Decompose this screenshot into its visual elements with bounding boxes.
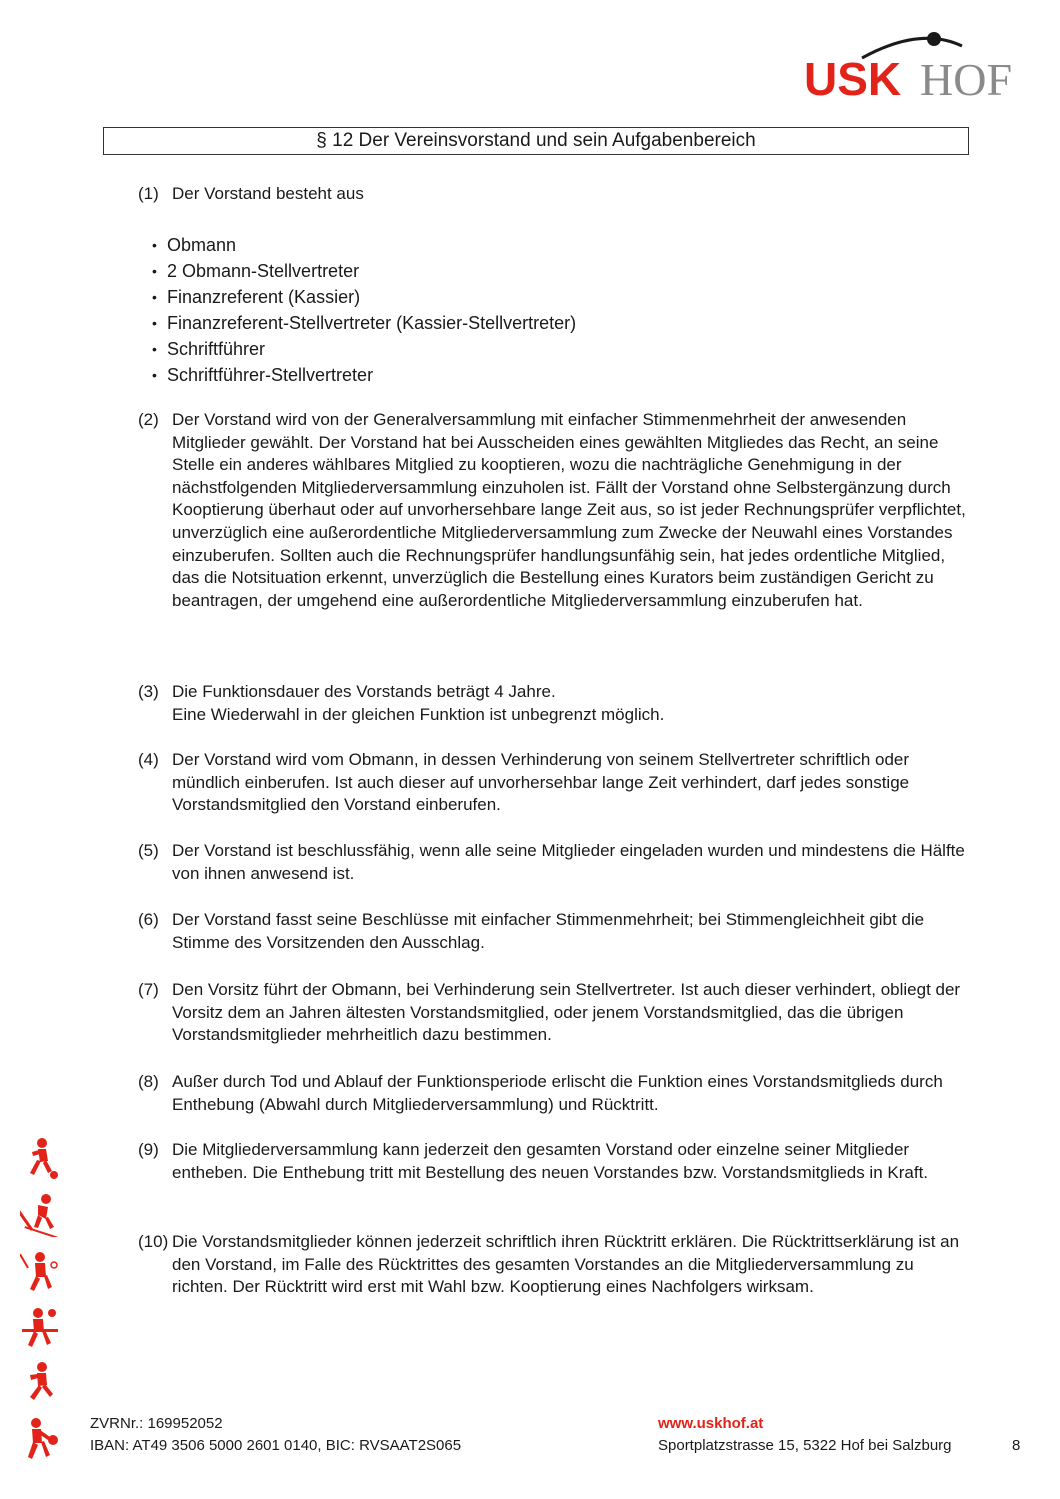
paragraph-text: Der Vorstand wird vom Obmann, in dessen Verhinderung von seinem Stellvertreter schriftlich oder mündlich einberufen. Ist auch dieser auf unvorhersehbar lange Zeit verhindert, darf jedes sonstige Vorstandsmitglied den Vorstand einberufen. [172, 750, 910, 815]
paragraph-number: (8) [138, 1072, 159, 1091]
list-item: • Schriftführer [152, 336, 576, 362]
address: Sportplatzstrasse 15, 5322 Hof bei Salzburg [658, 1437, 952, 1454]
paragraph-2 [138, 409, 968, 612]
paragraph-8 [138, 1071, 968, 1116]
paragraph-text: Der Vorstand ist beschlussfähig, wenn alle seine Mitglieder eingeladen wurden und mindestens die Hälfte von ihnen anwesend ist. [172, 841, 965, 883]
paragraph-text: Der Vorstand besteht aus [172, 184, 364, 203]
page-number: 8 [1012, 1437, 1021, 1454]
paragraph-number: (5) [138, 841, 159, 860]
paragraph-number: (2) [138, 410, 159, 429]
usk-hof-logo [800, 28, 1040, 103]
paragraph-number: (6) [138, 910, 159, 929]
list-item: • Schriftführer-Stellvertreter [152, 362, 576, 388]
paragraph-text-line-2: Eine Wiederwahl in der gleichen Funktion ist unbegrenzt möglich. [172, 704, 665, 724]
paragraph-number: (1) [138, 184, 159, 203]
paragraph-9 [138, 1139, 968, 1184]
runner-icon [20, 1361, 60, 1405]
paragraph-1 [138, 183, 968, 206]
paragraph-text: Der Vorstand fasst seine Beschlüsse mit einfacher Stimmenmehrheit; bei Stimmengleichheit gibt die Stimme des Vorsitzenden den Ausschlag. [172, 910, 925, 952]
sports-icons-column [20, 1137, 65, 1473]
bullet-icon: • [152, 289, 157, 305]
paragraph-text: Die Mitgliederversammlung kann jederzeit den gesamten Vorstand oder einzelne seiner Mitglieder entheben. Die Enthebung tritt mit Bestellung des neuen Vorstandes bzw. Vorstandsmitglieds in Kraft. [172, 1140, 929, 1182]
zvr-number: ZVRNr.: 169952052 [90, 1415, 223, 1432]
paragraph-text: Außer durch Tod und Ablauf der Funktionsperiode erlischt die Funktion eines Vorstandsmitglieds durch Enthebung (Abwahl durch Mitgliederversammlung) und Rücktritt. [172, 1072, 943, 1114]
paragraph-text: Den Vorsitz führt der Obmann, bei Verhinderung sein Stellvertreter. Ist auch dieser verhindert, obliegt der Vorsitz dem an Jahren ältesten Vorstandsmitglied, oder jenem Vorstandsmitglied, das die übrigen Vorstandsmitglieder mehrheitlich dazu bestimmen. [172, 980, 961, 1045]
bullet-icon: • [152, 341, 157, 357]
volleyball-player-icon [20, 1417, 60, 1461]
bullet-icon: • [152, 315, 157, 331]
table-tennis-player-icon [20, 1305, 60, 1349]
section-heading: § 12 Der Vereinsvorstand und sein Aufgabenbereich [103, 127, 969, 155]
paragraph-6 [138, 909, 968, 954]
paragraph-3 [138, 681, 968, 726]
logo-text-hof: HOF [920, 54, 1013, 103]
paragraph-text: Die Funktionsdauer des Vorstands beträgt 4 Jahre. [172, 682, 556, 701]
bullet-icon: • [152, 367, 157, 383]
paragraph-7 [138, 979, 968, 1047]
footer-left [90, 1413, 461, 1457]
paragraph-text: Der Vorstand wird von der Generalversammlung mit einfacher Stimmenmehrheit der anwesenden Mitglieder gewählt. Der Vorstand hat bei Ausscheiden eines gewählten Mitgliedes das Recht, an seine Stelle ein anderes wählbares Mitglied zu kooptieren, wozu die nachträgliche Genehmigung in der nächstfolgenden Mitgliederversammlung einzuholen ist. Fällt der Vorstand ohne Selbstergänzung durch Kooptierung überhaut oder auf unvorhersehbare lange Zeit aus, so ist jeder Rechnungsprüfer verpflichtet, unverzüglich eine außerordentliche Mitgliederversammlung zum Zwecke der Neuwahl eines Vorstandes einzuberufen. Sollten auch die Rechnungsprüfer handlungsunfähig sein, hat jedes ordentliche Mitglied, das die Notsituation erkennt, unverzüglich die Bestellung eines Kurators beim zuständigen Gericht zu beantragen, der umgehend eine außerordentliche Mitgliederversammlung einzuberufen hat. [172, 410, 966, 610]
bank-details: IBAN: AT49 3506 5000 2601 0140, BIC: RVSAAT2S065 [90, 1437, 462, 1454]
paragraph-number: (7) [138, 980, 159, 999]
website-link[interactable]: www.uskhof.at [658, 1415, 764, 1432]
paragraph-4 [138, 749, 968, 817]
paragraph-text: Die Vorstandsmitglieder können jederzeit schriftlich ihren Rücktritt erklären. Die Rücktrittserklärung ist an den Vorstand, im Falle des Rücktrittes des gesamten Vorstandes an die Mitgliederversammlung zu richten. Der Rücktritt wird erst mit Wahl bzw. Kooptierung eines Nachfolgers wirksam. [172, 1232, 960, 1297]
skier-icon [20, 1193, 60, 1237]
paragraph-number: (3) [138, 682, 159, 701]
list-item: • Finanzreferent (Kassier) [152, 284, 576, 310]
badminton-player-icon [20, 1249, 60, 1293]
paragraph-5 [138, 840, 968, 885]
bullet-icon: • [152, 237, 157, 253]
bullet-icon: • [152, 263, 157, 279]
soccer-player-icon [20, 1137, 60, 1181]
paragraph-number: (9) [138, 1140, 159, 1159]
paragraph-10 [138, 1231, 968, 1299]
footer-right [658, 1413, 952, 1457]
list-item: • Obmann [152, 232, 576, 258]
list-item: • 2 Obmann-Stellvertreter [152, 258, 576, 284]
logo-text-usk: USK [804, 53, 902, 103]
paragraph-number: (4) [138, 750, 159, 769]
list-item: • Finanzreferent-Stellvertreter (Kassier-Stellvertreter) [152, 310, 576, 336]
paragraph-number: (10) [138, 1232, 169, 1251]
board-members-list [152, 232, 576, 388]
